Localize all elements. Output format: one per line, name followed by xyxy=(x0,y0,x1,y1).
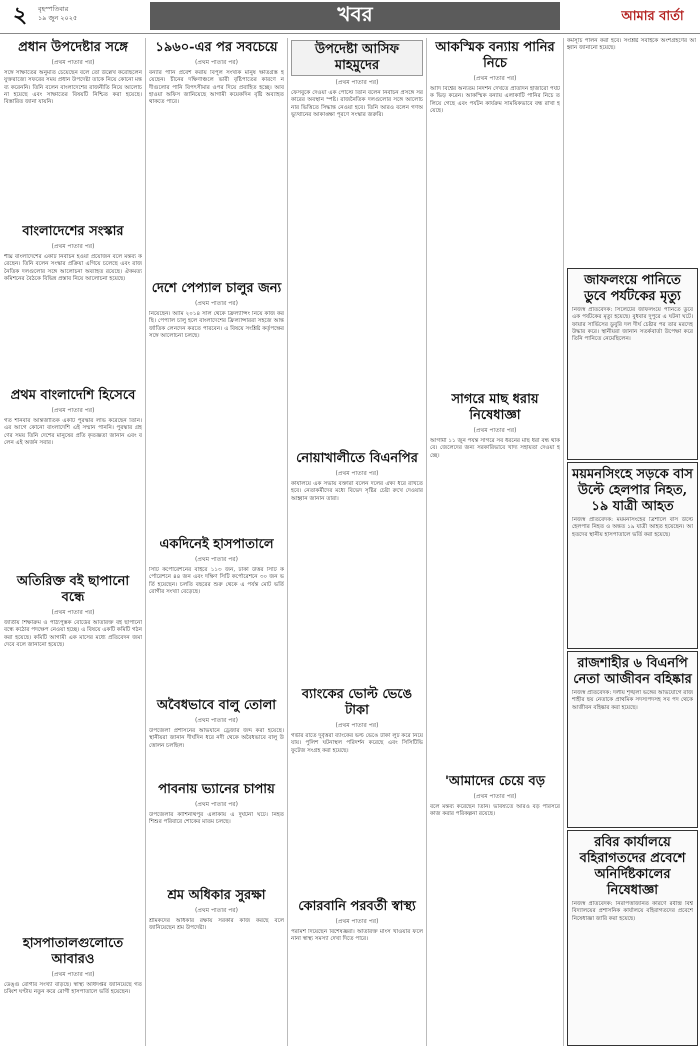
story-body: সিটি কর্পোরেশনের বাইরে ১১৩ জন, ঢাকা উত্তর সিটি কর্পোরেশনে ৪৪ জন এবং দক্ষিণ সিটি কর্পোরেশনে ৩০ জন ভর্তি হয়েছেন। চলতি বছরের শুরু থেকে এ পর্যন্ত মোট ভর্তি রোগীর সংখ্যা বেড়েছে। xyxy=(149,567,284,595)
story-body: সঙ্গে সাক্ষাতের অনুমতি চেয়েছেন বলে তো উল্লেখ করেছিলেন যুক্তরাজ্যে সফরের সময় প্রধান উপদেষ্টা তাকে নিয়ে কোনো মন্তব্য করেননি। তিনি বলেন বাংলাদেশের রাজনীতি নিয়ে আলোচনা হয়েছে এবং সাক্ষাতের বিষয়টি নিশ্চিত করা হয়েছে। বিস্তারিত জানা যায়নি। xyxy=(4,70,142,106)
story-s1 xyxy=(4,38,142,218)
story-continued: (প্রথম পাতার পর) xyxy=(51,971,95,978)
story-continued: (প্রথম পাতার পর) xyxy=(195,300,238,307)
story-continued: (প্রথম পাতার পর) xyxy=(51,609,95,616)
column-divider xyxy=(287,38,288,1046)
column-divider xyxy=(426,38,427,1046)
story-s20 xyxy=(567,268,698,460)
story-headline: কোরবানি পরবর্তী স্বাস্থ্য xyxy=(298,899,416,914)
story-headline: রবির কার্যালয়ে বহিরাগতদের প্রবেশে অনির্দিষ্টকালের নিষেধাজ্ঞা xyxy=(579,835,686,898)
story-body: নিজস্ব প্রতিবেদক: নিরাপত্তাজনিত কারণে রবীন্দ্র বিশ্ববিদ্যালয়ের প্রশাসনিক কার্যালয়ে বহিরাগতদের প্রবেশে নিষেধাজ্ঞা জারি করা হয়েছে। xyxy=(572,901,693,922)
story-headline: নোয়াখালীতে বিএনপির xyxy=(296,451,418,466)
story-continued: (প্রথম পাতার পর) xyxy=(473,793,517,800)
story-headline: বাংলাদেশের সংস্কার xyxy=(22,224,124,239)
story-body: কার্যালয়ে এক সভায় বক্তারা বলেন দলের ঐক্য ধরে রাখতে হবে। নেতাকর্মীদের মধ্যে বিভেদ সৃষ্টির চেষ্টা রুখে দেওয়ার আহ্বান জানান তারা। xyxy=(291,481,423,502)
story-headline: ময়মনসিংহে সড়কে বাস উল্টে হেলপার নিহত, ১৯ যাত্রী আহত xyxy=(572,467,693,514)
story-body: গভীর রাতে দুর্বৃত্তরা ব্যাংকের ভল্ট ভেঙে টাকা লুট করে নিয়ে যায়। পুলিশ ঘটনাস্থল পরিদর্শন করেছে এবং সিসিটিভি ফুটেজ সংগ্রহ করা হয়েছে। xyxy=(291,733,423,754)
story-body: আদি বিশ্বের অন্যতম নিদর্শন দেখতে প্রতিদিন হাজারো পর্যটক ভিড় করেন। আকস্মিক বন্যায় এলাকাটি পানির নিচে তলিয়ে গেছে এবং পর্যটন কার্যক্রম সাময়িকভাবে বন্ধ রাখা হয়েছে। xyxy=(430,86,560,114)
story-body: পরামর্শ দিয়েছেন বিশেষজ্ঞরা। অতিরিক্ত মাংস খাওয়ার ফলে নানা স্বাস্থ্য সমস্যা দেখা দিতে পারে। xyxy=(291,929,423,943)
column-divider xyxy=(145,38,146,1046)
story-s4 xyxy=(4,572,142,930)
story-body: নিজস্ব প্রতিবেদক: ময়মনসিংহের ত্রিশালে বাস উল্টে হেলপার নিহত ও অন্তত ১৯ যাত্রী আহত হয়েছেন। আহতদের স্থানীয় হাসপাতালে ভর্তি করা হয়েছে। xyxy=(572,517,693,538)
story-continued: (প্রথম পাতার পর) xyxy=(51,407,95,414)
story-body: আগামী ১১ জুন পর্যন্ত সাগরে সব ধরনের মাছ ধরা বন্ধ থাকবে। জেলেদের জন্য সরকারিভাবে খাদ্য সহায়তা দেওয়া হচ্ছে। xyxy=(430,438,560,459)
story-s6 xyxy=(149,38,284,275)
story-continued: (প্রথম পাতার পর) xyxy=(335,79,379,86)
story-headline: ব্যাংকের ভোল্ট ভেঙে টাকা xyxy=(301,687,413,718)
story-headline: শ্রম অধিকার সুরক্ষা xyxy=(167,888,266,903)
story-body: উপজেলার কাশিনাথপুর এলাকায় এ দুর্ঘটনা ঘটে। নিহত শিশুর পরিবারে শোকের মাতম চলছে। xyxy=(149,812,284,826)
page-header xyxy=(0,0,700,36)
story-s15 xyxy=(291,897,423,1046)
story-continued: (প্রথম পাতার পর) xyxy=(473,75,517,82)
story-s21 xyxy=(567,462,698,649)
story-s10 xyxy=(149,780,284,882)
story-body: শীঘ্র বাংলাদেশের একটি নির্বাচন হওয়া প্রয়োজন বলে মন্তব্য করেছেন। তিনি বলেন সংস্কার প্রক্রিয়া এগিয়ে চলেছে এবং রাজনৈতিক দলগুলোর সঙ্গে আলোচনা অব্যাহত রয়েছে। ঐকমত্য কমিশনের বৈঠকে বিভিন্ন প্রস্তাব নিয়ে আলোচনা হয়েছে। xyxy=(4,254,142,282)
story-continued: (প্রথম পাতার পর) xyxy=(335,722,379,729)
story-s22 xyxy=(567,651,698,828)
story-headline: প্রধান উপদেষ্টার সঙ্গে xyxy=(18,40,128,55)
story-s12 xyxy=(291,38,423,445)
story-s11 xyxy=(149,886,284,978)
story-continued: (প্রথম পাতার পর) xyxy=(195,59,238,66)
column-1 xyxy=(4,38,142,1046)
story-s8 xyxy=(149,535,284,692)
story-headline: ১৯৬০-এর পর সবচেয়ে xyxy=(155,40,278,55)
story-s13 xyxy=(291,449,423,681)
story-body: গত শনিবার আন্তর্জাতিক একটি পুরস্কার লাভ করেছেন তিনি। এর আগে কোনো বাংলাদেশি এই সম্মান পাননি। পুরস্কার গ্রহণের সময় তিনি দেশের মানুষের প্রতি কৃতজ্ঞতা জানান এবং বলেন এই অর্জন সবার। xyxy=(4,418,142,446)
story-headline: সাগরে মাছ ধরায় নিষেধাজ্ঞা xyxy=(451,392,539,423)
section-title: খবর xyxy=(150,2,560,30)
newspaper-logo: আমার বার্তা xyxy=(621,8,684,24)
story-s7 xyxy=(149,279,284,531)
story-continued: (প্রথম পাতার পর) xyxy=(335,918,379,925)
story-s5 xyxy=(4,934,142,1046)
story-headline: জাফলংয়ে পানিতে ডুবে পর্যটকের মৃত্যু xyxy=(584,273,681,304)
story-headline: একদিনেই হাসপাতালে xyxy=(159,537,274,552)
story-continued: (প্রথম পাতার পর) xyxy=(473,427,517,434)
story-s2 xyxy=(4,222,142,382)
story-continued: (প্রথম পাতার পর) xyxy=(335,470,379,477)
story-s3 xyxy=(4,386,142,568)
story-s17 xyxy=(430,390,560,768)
story-continued: (প্রথম পাতার পর) xyxy=(195,907,238,914)
story-headline: অবৈধভাবে বালু তোলা xyxy=(156,698,277,713)
story-body: শ্রমিকদের অধিকার রক্ষায় সরকার কাজ করছে বলে জানিয়েছেন শ্রম উপদেষ্টা। xyxy=(149,918,284,932)
story-headline: দেশে পেপ্যাল চালুর জন্য xyxy=(151,281,282,296)
column-2 xyxy=(149,38,284,1046)
story-headline: উপদেষ্টা আসিফ মাহমুদের xyxy=(291,40,423,76)
story-continued: (প্রথম পাতার পর) xyxy=(195,717,238,724)
story-body: উপজেলা প্রশাসনের অভিযানে ড্রেজার জব্দ করা হয়েছে। স্থানীয়রা জানান দীর্ঘদিন ধরে নদী থেকে অবৈধভাবে বালু উত্তোলন চলছিল। xyxy=(149,728,284,749)
story-headline: আকস্মিক বন্যায় পানির নিচে xyxy=(435,40,555,71)
story-s18 xyxy=(430,772,560,1046)
story-continued: (প্রথম পাতার পর) xyxy=(195,801,238,808)
story-body: ফেসবুকে দেওয়া এক পোস্টে তিনি বলেন নির্বাচন প্রসঙ্গে সরকারের অবস্থান স্পষ্ট। রাজনৈতিক দলগুলোর সঙ্গে আলোচনার ভিত্তিতে সিদ্ধান্ত নেওয়া হবে। তিনি আরও বলেন গণঅভ্যুত্থানের আকাঙ্ক্ষা পূরণে সংস্কার জরুরি। xyxy=(291,90,423,118)
story-s23 xyxy=(567,830,698,1046)
story-headline: অতিরিক্ত বই ছাপানো বন্ধে xyxy=(16,574,130,605)
column-3 xyxy=(291,38,423,1046)
date: ১৯ জুন ২০২৫ xyxy=(38,14,78,22)
story-body: নিয়েছেন। আমি ২০১৪ সাল থেকে ফ্রিল্যান্সিং নিয়ে কাজ করছি। পেপ্যাল চালু হলে বাংলাদেশের ফ্রিল্যান্সাররা সহজে আন্তর্জাতিক লেনদেন করতে পারবেন। এ বিষয়ে সংশ্লিষ্ট কর্তৃপক্ষের সঙ্গে আলোচনা চলছে। xyxy=(149,311,284,339)
story-body: কর্মসূচি পালন করা হবে। সংশ্লিষ্ট সবাইকে অংশগ্রহণের আহ্বান জানানো হয়েছে। xyxy=(567,38,696,52)
story-body: ডেঙ্গু রোগীর সংখ্যা বাড়ছে। স্বাস্থ্য অধিদপ্তর জানিয়েছে গত চব্বিশ ঘণ্টায় নতুন করে রোগী হাসপাতালে ভর্তি হয়েছেন। xyxy=(4,982,142,996)
story-headline: 'আমাদের চেয়ে বড় xyxy=(444,774,546,789)
story-continued: (প্রথম পাতার পর) xyxy=(195,556,238,563)
story-headline: প্রথম বাংলাদেশি হিসেবে xyxy=(10,388,136,403)
story-body: জাতীয় শিক্ষাক্রম ও পাঠ্যপুস্তক বোর্ডের অতিরিক্ত বই ছাপানো বন্ধে কঠোর পদক্ষেপ নেওয়া হচ্ছে। এ বিষয়ে একটি কমিটি গঠন করা হয়েছে। কমিটি আগামী এক মাসের মধ্যে প্রতিবেদন জমা দেবে বলে জানানো হয়েছে। xyxy=(4,620,142,648)
story-body: নিজস্ব প্রতিবেদক: দলীয় শৃঙ্খলা ভঙ্গের অভিযোগে রাজশাহীর ছয় নেতাকে প্রাথমিক সদস্যপদসহ সব পদ থেকে আজীবন বহিষ্কার করা হয়েছে। xyxy=(572,690,693,711)
story-body: বলে মন্তব্য করেছেন তিনি। ভবিষ্যতে আরও বড় পরিসরে কাজ করার পরিকল্পনা রয়েছে। xyxy=(430,804,560,818)
story-body: বন্যার পানি প্রবেশ করায় বিপুল সংখ্যক মানুষ ক্ষতিগ্রস্ত হয়েছেন। চীনের দক্ষিণাঞ্চলে ভারী বৃষ্টিপাতের কারণে নদীগুলোর পানি বিপৎসীমার ওপর দিয়ে প্রবাহিত হচ্ছে। আবহাওয়া অফিস জানিয়েছে আগামী কয়েকদিন বৃষ্টি অব্যাহত থাকতে পারে। xyxy=(149,70,284,106)
header-divider xyxy=(0,33,700,34)
column-divider xyxy=(563,38,564,1046)
page-number: ২ xyxy=(12,1,28,28)
story-headline: রাজশাহীর ৬ বিএনপি নেতা আজীবন বহিষ্কার xyxy=(573,656,692,687)
story-headline: পাবনায় ভ্যানের চাপায় xyxy=(158,782,275,797)
story-s19 xyxy=(567,38,696,268)
story-continued: (প্রথম পাতার পর) xyxy=(51,243,95,250)
story-headline: হাসপাতালগুলোতে আবারও xyxy=(22,936,124,967)
story-s9 xyxy=(149,696,284,776)
story-continued: (প্রথম পাতার পর) xyxy=(51,59,95,66)
date-line xyxy=(38,5,77,23)
story-s14 xyxy=(291,685,423,893)
column-4 xyxy=(430,38,560,1046)
story-s16 xyxy=(430,38,560,386)
story-body: নিজস্ব প্রতিবেদক: সিলেটের জাফলংয়ে পানিতে ডুবে এক পর্যটকের মৃত্যু হয়েছে। বুধবার দুপুরে এ ঘটনা ঘটে। ফায়ার সার্ভিসের ডুবুরি দল দীর্ঘ চেষ্টার পর তার মরদেহ উদ্ধার করে। স্থানীয়রা জানান সতর্কবার্তা উপেক্ষা করে তিনি পানিতে নেমেছিলেন। xyxy=(572,307,693,343)
weekday: বৃহস্পতিবার xyxy=(38,5,69,13)
